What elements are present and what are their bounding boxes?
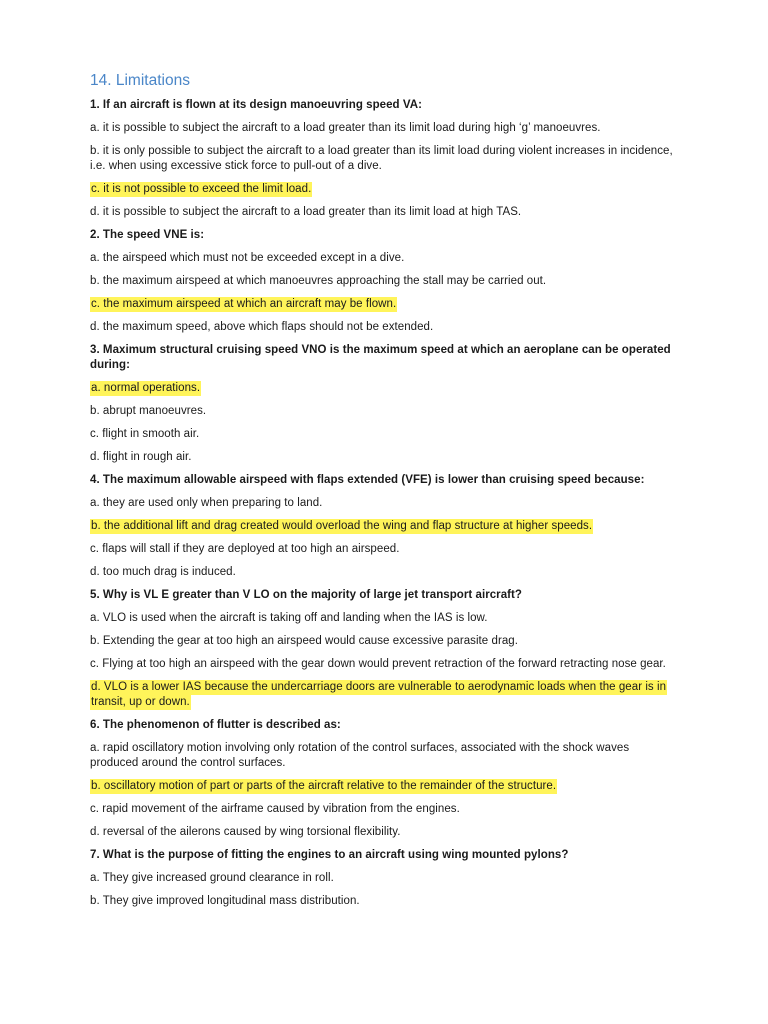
answer-option-text: a. it is possible to subject the aircraft to a load greater than its limit load during high ‘g’ manoeuvres. [90, 122, 601, 134]
answer-option-text: c. it is not possible to exceed the limit load. [91, 183, 312, 195]
answer-option-text: b. the additional lift and drag created would overload the wing and flap structure at higher speeds. [91, 520, 593, 532]
answer-option-text: b. it is only possible to subject the aircraft to a load greater than its limit load during violent increases in incidence, i.e. when using excessive stick force to pull-out of a dive. [90, 145, 673, 172]
answer-option-text: a. rapid oscillatory motion involving only rotation of the control surfaces, associated with the shock waves produced around the control surfaces. [90, 742, 630, 769]
section-title: 14. Limitations [90, 72, 190, 89]
question-block [90, 718, 678, 840]
answer-option-text: a. VLO is used when the aircraft is taking off and landing when the IAS is low. [90, 612, 488, 624]
answer-option-text: b. They give improved longitudinal mass distribution. [90, 895, 360, 907]
answer-option-text: b. oscillatory motion of part or parts of the aircraft relative to the remainder of the structure. [91, 780, 557, 792]
answer-option-text: c. flaps will stall if they are deployed at too high an airspeed. [90, 543, 400, 555]
answer-option-text: b. Extending the gear at too high an airspeed would cause excessive parasite drag. [90, 635, 518, 647]
answer-option-text: c. rapid movement of the airframe caused by vibration from the engines. [90, 803, 460, 815]
question-list [90, 98, 678, 909]
answer-option-highlighted [90, 680, 678, 710]
answer-option [90, 657, 678, 672]
question-block [90, 228, 678, 335]
answer-option [90, 496, 678, 511]
answer-option [90, 251, 678, 266]
answer-option-text: c. the maximum airspeed at which an aircraft may be flown. [91, 298, 397, 310]
answer-option-text: d. flight in rough air. [90, 451, 192, 463]
answer-option [90, 871, 678, 886]
answer-option-text: c. Flying at too high an airspeed with the gear down would prevent retraction of the forward retracting nose gear. [90, 658, 666, 670]
answer-option-text: a. they are used only when preparing to land. [90, 497, 323, 509]
question-block [90, 98, 678, 220]
answer-option [90, 404, 678, 419]
answer-option [90, 565, 678, 580]
answer-option [90, 427, 678, 442]
answer-option [90, 611, 678, 626]
answer-option [90, 320, 678, 335]
question-text: 6. The phenomenon of flutter is described as: [90, 719, 341, 731]
answer-option-text: a. normal operations. [91, 382, 201, 394]
question-block [90, 343, 678, 465]
question-block [90, 848, 678, 909]
question-text: 4. The maximum allowable airspeed with flaps extended (VFE) is lower than cruising speed because: [90, 474, 645, 486]
answer-option [90, 894, 678, 909]
answer-option-highlighted [90, 779, 678, 794]
answer-option [90, 634, 678, 649]
question-text: 3. Maximum structural cruising speed VNO is the maximum speed at which an aeroplane can be operated during: [90, 344, 671, 371]
answer-option-text: a. the airspeed which must not be exceeded except in a dive. [90, 252, 405, 264]
answer-option-highlighted [90, 519, 678, 534]
answer-option [90, 205, 678, 220]
answer-option [90, 144, 678, 174]
answer-option [90, 274, 678, 289]
answer-option-text: b. abrupt manoeuvres. [90, 405, 207, 417]
answer-option-highlighted [90, 381, 678, 396]
answer-option-text: a. They give increased ground clearance in roll. [90, 872, 334, 884]
answer-option-text: d. too much drag is induced. [90, 566, 236, 578]
question-text: 5. Why is VL E greater than V LO on the majority of large jet transport aircraft? [90, 589, 522, 601]
answer-option [90, 825, 678, 840]
answer-option [90, 741, 678, 771]
answer-option [90, 121, 678, 136]
answer-option-text: d. reversal of the ailerons caused by wing torsional flexibility. [90, 826, 401, 838]
answer-option-text: d. VLO is a lower IAS because the undercarriage doors are vulnerable to aerodynamic loads when the gear is in transit, up or down. [91, 681, 667, 708]
question-text: 7. What is the purpose of fitting the engines to an aircraft using wing mounted pylons? [90, 849, 569, 861]
answer-option [90, 802, 678, 817]
answer-option [90, 450, 678, 465]
question-block [90, 588, 678, 710]
question-text: 2. The speed VNE is: [90, 229, 205, 241]
question-block [90, 473, 678, 580]
answer-option-text: d. the maximum speed, above which flaps should not be extended. [90, 321, 434, 333]
answer-option [90, 542, 678, 557]
answer-option-text: b. the maximum airspeed at which manoeuvres approaching the stall may be carried out. [90, 275, 547, 287]
answer-option-highlighted [90, 297, 678, 312]
answer-option-text: c. flight in smooth air. [90, 428, 200, 440]
question-text: 1. If an aircraft is flown at its design manoeuvring speed VA: [90, 99, 422, 111]
answer-option-highlighted [90, 182, 678, 197]
answer-option-text: d. it is possible to subject the aircraft to a load greater than its limit load at high TAS. [90, 206, 522, 218]
